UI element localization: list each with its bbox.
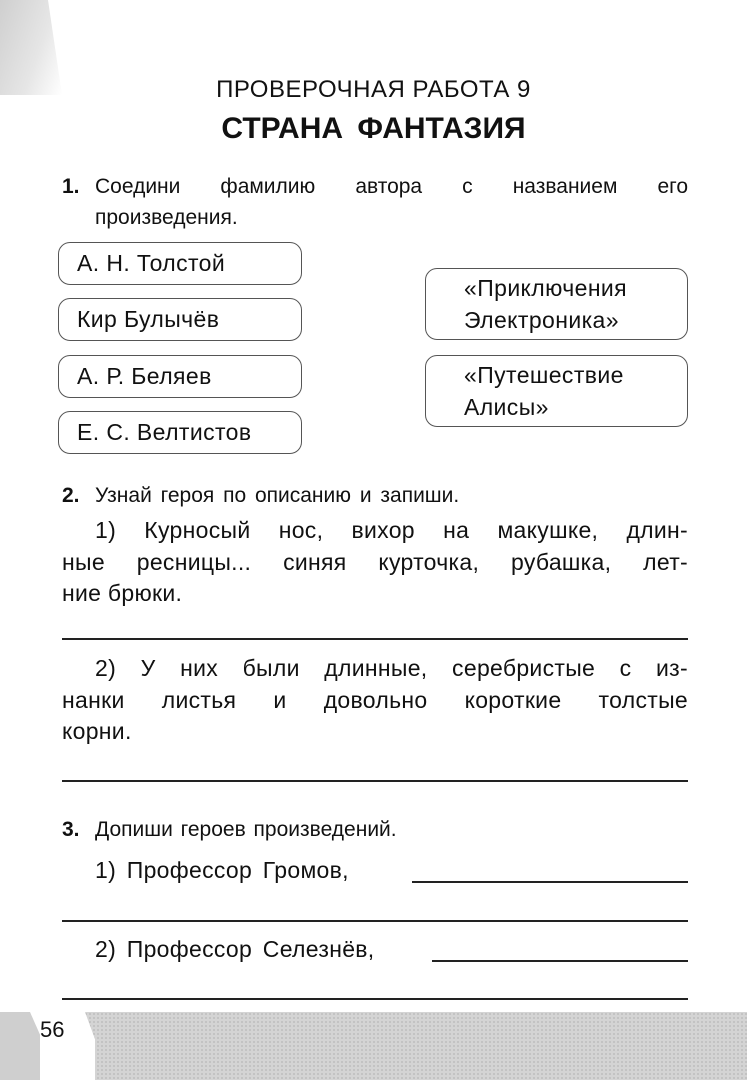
answer-line[interactable]: [62, 780, 688, 782]
page-subtitle: СТРАНА ФАНТАЗИЯ: [221, 112, 526, 145]
description-1-line3: ние брюки.: [62, 580, 183, 606]
description-2-line3: корни.: [62, 718, 132, 744]
answer-line[interactable]: [62, 638, 688, 640]
page-title: ПРОВЕРОЧНАЯ РАБОТА 9: [216, 76, 531, 103]
hero-item-1: 1) Профессор Громов,: [95, 857, 349, 883]
work-title-line: «Путешествие: [464, 362, 624, 388]
answer-line[interactable]: [432, 960, 688, 962]
task-3-prompt: Допиши героев произведений.: [95, 818, 397, 841]
task-1-number: 1.: [62, 175, 80, 198]
footer-shadow: [0, 1012, 40, 1080]
work-box[interactable]: [425, 268, 688, 340]
author-label: А. Р. Беляев: [77, 363, 212, 389]
author-box[interactable]: [58, 242, 302, 285]
answer-line[interactable]: [62, 998, 688, 1000]
answer-line[interactable]: [62, 920, 688, 922]
author-label: А. Н. Толстой: [77, 250, 226, 276]
description-1-line1: 1) Курносый нос, вихор на макушке, длин-: [95, 517, 688, 543]
task-1-prompt-line2: произведения.: [95, 206, 238, 229]
author-label: Кир Булычёв: [77, 306, 220, 332]
work-title-line: «Приключения: [464, 275, 628, 301]
page-number: 56: [40, 1017, 65, 1042]
description-2-line2: нанки листья и довольно короткие толстые: [62, 687, 688, 713]
task-2-number: 2.: [62, 484, 80, 507]
description-1-line2: ные ресницы... синяя курточка, рубашка, лет-: [62, 549, 688, 575]
work-box[interactable]: [425, 355, 688, 427]
author-box[interactable]: [58, 411, 302, 454]
task-1-prompt-line1: Соедини фамилию автора с названием его: [95, 175, 688, 198]
answer-line[interactable]: [412, 881, 688, 883]
hero-item-2: 2) Профессор Селезнёв,: [95, 936, 375, 962]
scan-footer-shading: [0, 1012, 747, 1080]
work-title-line: Алисы»: [464, 394, 549, 420]
work-title-line: Электроника»: [464, 307, 619, 333]
task-2-prompt: Узнай героя по описанию и запиши.: [95, 484, 460, 507]
author-box[interactable]: [58, 355, 302, 398]
author-box[interactable]: [58, 298, 302, 341]
author-label: Е. С. Велтистов: [77, 419, 252, 445]
task-3-number: 3.: [62, 818, 80, 841]
description-2-line1: 2) У них были длинные, серебристые с из-: [95, 655, 688, 681]
